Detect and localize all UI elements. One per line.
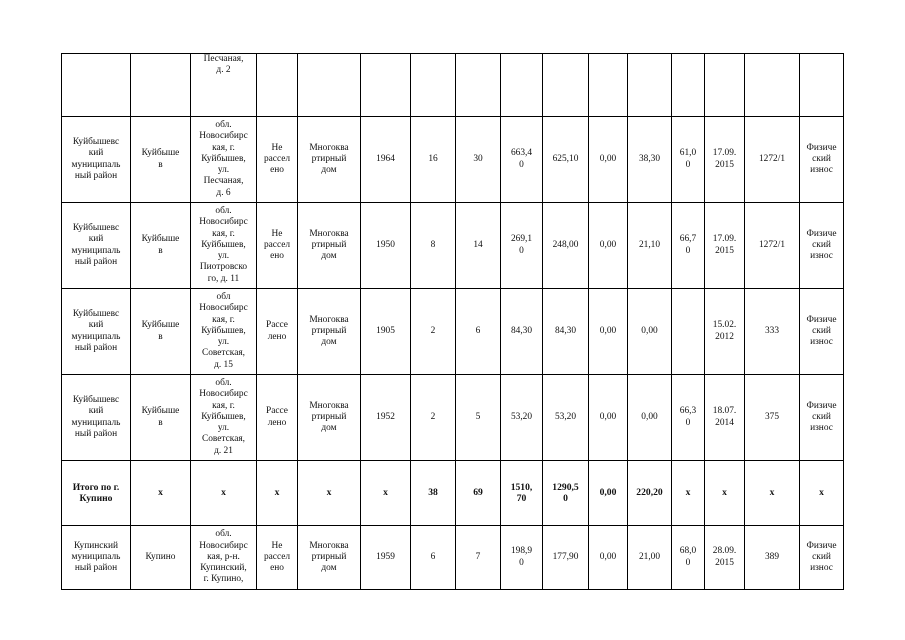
cell-c2: 38,30 <box>628 117 672 203</box>
cell-status: x <box>257 461 298 526</box>
cell-area: Куйбышевс кий муниципаль ный район <box>62 203 131 289</box>
cell-year: 1905 <box>361 289 411 375</box>
cell-settlement: Куйбыше в <box>131 375 191 461</box>
cell-total-area: 198,9 0 <box>501 526 543 590</box>
cell-c2: 21,10 <box>628 203 672 289</box>
cell-area: Купинский муниципаль ный район <box>62 526 131 590</box>
cell-apartments: 6 <box>456 289 501 375</box>
cell-reason: Физиче ский износ <box>800 117 844 203</box>
cell-c3: 66,7 0 <box>672 203 705 289</box>
cell-total-area: 269,1 0 <box>501 203 543 289</box>
cell-status: Не рассел ено <box>257 526 298 590</box>
cell-total-area: 663,4 0 <box>501 117 543 203</box>
cell-settlement: Куйбыше в <box>131 289 191 375</box>
table-row <box>62 375 844 461</box>
cell-status <box>257 54 298 117</box>
cell-settlement: x <box>131 461 191 526</box>
cell-date: 17.09. 2015 <box>705 117 745 203</box>
cell-doc-no: 1272/1 <box>745 203 800 289</box>
cell-date <box>705 54 745 117</box>
cell-reason: x <box>800 461 844 526</box>
cell-c1: 0,00 <box>589 461 628 526</box>
cell-settlement: Куйбыше в <box>131 117 191 203</box>
cell-c1: 0,00 <box>589 375 628 461</box>
cell-area: Куйбышевс кий муниципаль ный район <box>62 117 131 203</box>
cell-residential-area: 625,10 <box>543 117 589 203</box>
cell-c3: 61,0 0 <box>672 117 705 203</box>
cell-floors: 2 <box>411 289 456 375</box>
cell-status: Не рассел ено <box>257 117 298 203</box>
table-row <box>62 203 844 289</box>
cell-address: обл. Новосибирс кая, г. Куйбышев, ул. Советская, д. 21 <box>191 375 257 461</box>
cell-residential-area: 84,30 <box>543 289 589 375</box>
cell-settlement: Купино <box>131 526 191 590</box>
cell-total-area: 84,30 <box>501 289 543 375</box>
cell-c2: 220,20 <box>628 461 672 526</box>
cell-doc-no: 375 <box>745 375 800 461</box>
cell-residential-area: 248,00 <box>543 203 589 289</box>
cell-doc-no: 1272/1 <box>745 117 800 203</box>
cell-doc-no: 333 <box>745 289 800 375</box>
cell-doc-no <box>745 54 800 117</box>
cell-year: 1952 <box>361 375 411 461</box>
cell-area: Итого по г. Купино <box>62 461 131 526</box>
cell-residential-area: 1290,5 0 <box>543 461 589 526</box>
cell-year: 1950 <box>361 203 411 289</box>
cell-house-type: Многоква ртирный дом <box>298 526 361 590</box>
cell-settlement: Куйбыше в <box>131 203 191 289</box>
cell-reason <box>800 54 844 117</box>
cell-apartments <box>456 54 501 117</box>
cell-c1: 0,00 <box>589 203 628 289</box>
cell-c2: 0,00 <box>628 375 672 461</box>
cell-status: Рассе лено <box>257 289 298 375</box>
cell-settlement <box>131 54 191 117</box>
cell-address: x <box>191 461 257 526</box>
cell-c1: 0,00 <box>589 117 628 203</box>
cell-floors: 2 <box>411 375 456 461</box>
table-row <box>62 117 844 203</box>
cell-year <box>361 54 411 117</box>
cell-area: Куйбышевс кий муниципаль ный район <box>62 375 131 461</box>
cell-doc-no: x <box>745 461 800 526</box>
cell-reason: Физиче ский износ <box>800 289 844 375</box>
cell-floors: 16 <box>411 117 456 203</box>
cell-address: обл. Новосибирс кая, г. Куйбышев, ул. Пиотровско го, д. 11 <box>191 203 257 289</box>
cell-date: 17.09. 2015 <box>705 203 745 289</box>
cell-reason: Физиче ский износ <box>800 375 844 461</box>
cell-total-area: 53,20 <box>501 375 543 461</box>
cell-c3: 68,0 0 <box>672 526 705 590</box>
cell-address: обл Новосибирс кая, г. Куйбышев, ул. Советская, д. 15 <box>191 289 257 375</box>
cell-area <box>62 54 131 117</box>
cell-residential-area: 177,90 <box>543 526 589 590</box>
cell-c2 <box>628 54 672 117</box>
cell-date: 28.09. 2015 <box>705 526 745 590</box>
cell-address: обл. Новосибирс кая, г. Куйбышев, ул. Песчаная, д. 6 <box>191 117 257 203</box>
cell-c2: 0,00 <box>628 289 672 375</box>
cell-apartments: 14 <box>456 203 501 289</box>
cell-c3: 66,3 0 <box>672 375 705 461</box>
cell-floors: 38 <box>411 461 456 526</box>
cell-house-type: x <box>298 461 361 526</box>
housing-registry-table <box>61 53 844 590</box>
cell-apartments: 5 <box>456 375 501 461</box>
cell-house-type: Многоква ртирный дом <box>298 375 361 461</box>
cell-floors: 8 <box>411 203 456 289</box>
cell-c1: 0,00 <box>589 289 628 375</box>
cell-c1 <box>589 54 628 117</box>
cell-house-type: Многоква ртирный дом <box>298 203 361 289</box>
cell-c3: x <box>672 461 705 526</box>
cell-c3 <box>672 289 705 375</box>
table-row <box>62 54 844 117</box>
cell-total-area <box>501 54 543 117</box>
cell-reason: Физиче ский износ <box>800 203 844 289</box>
cell-c1: 0,00 <box>589 526 628 590</box>
cell-date: 18.07. 2014 <box>705 375 745 461</box>
cell-year: 1964 <box>361 117 411 203</box>
table-row <box>62 526 844 590</box>
cell-house-type <box>298 54 361 117</box>
cell-year: 1959 <box>361 526 411 590</box>
cell-date: x <box>705 461 745 526</box>
cell-year: x <box>361 461 411 526</box>
cell-date: 15.02. 2012 <box>705 289 745 375</box>
cell-doc-no: 389 <box>745 526 800 590</box>
cell-status: Не рассел ено <box>257 203 298 289</box>
cell-apartments: 30 <box>456 117 501 203</box>
cell-area: Куйбышевс кий муниципаль ный район <box>62 289 131 375</box>
cell-house-type: Многоква ртирный дом <box>298 117 361 203</box>
cell-total-area: 1510, 70 <box>501 461 543 526</box>
cell-reason: Физиче ский износ <box>800 526 844 590</box>
cell-floors: 6 <box>411 526 456 590</box>
cell-address: Песчаная, д. 2 <box>191 54 257 117</box>
cell-status: Рассе лено <box>257 375 298 461</box>
table-row <box>62 289 844 375</box>
cell-apartments: 69 <box>456 461 501 526</box>
cell-address: обл. Новосибирс кая, р-н. Купинский, г. Купино, <box>191 526 257 590</box>
cell-c3 <box>672 54 705 117</box>
cell-house-type: Многоква ртирный дом <box>298 289 361 375</box>
cell-c2: 21,00 <box>628 526 672 590</box>
cell-floors <box>411 54 456 117</box>
table-total-row <box>62 461 844 526</box>
cell-apartments: 7 <box>456 526 501 590</box>
cell-residential-area <box>543 54 589 117</box>
cell-residential-area: 53,20 <box>543 375 589 461</box>
